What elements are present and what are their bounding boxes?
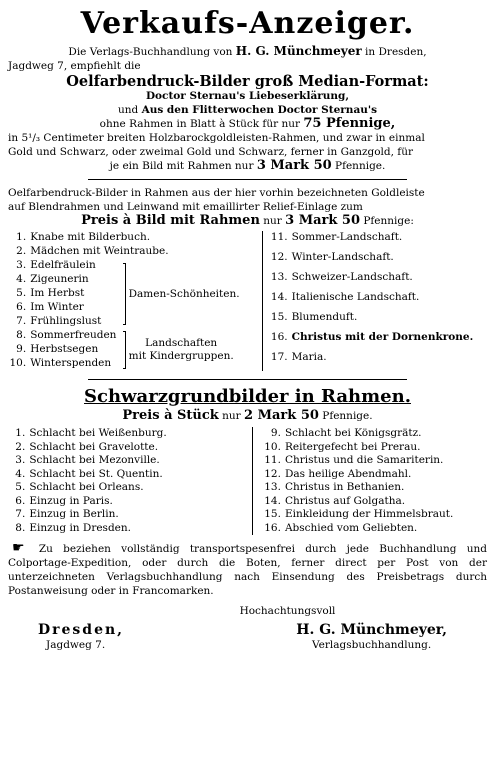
address: Jagdweg 7.: [46, 639, 106, 651]
item-number: 10.: [9, 357, 27, 369]
item-number: 5.: [15, 481, 26, 493]
section1-lists: [8, 231, 487, 371]
item-title: Herbstsegen: [30, 343, 99, 355]
item-title: Schlacht bei Weißenburg.: [29, 427, 167, 439]
item-title: Das heilige Abendmahl.: [284, 467, 412, 480]
item-title: Frühlingslust: [30, 315, 102, 327]
item-title: Schlacht bei Gravelotte.: [29, 440, 159, 453]
item-number: 1.: [15, 427, 26, 439]
frame-price-prefix: je ein Bild mit Rahmen nur: [109, 160, 254, 172]
list-item: [263, 251, 487, 271]
frame-line: in 5¹/₃ Centimeter breiten Holzbarockgoldleisten-Rahmen, und zwar in einmal: [8, 132, 425, 144]
item-number: 12.: [264, 467, 281, 480]
item-title: Italienische Landschaft.: [291, 291, 420, 303]
list-item: [253, 454, 487, 468]
item-title: Sommerfreuden: [30, 329, 117, 341]
item-number: 8.: [15, 521, 26, 534]
list-item: [8, 468, 238, 482]
list-item: [263, 351, 487, 371]
divider: [88, 379, 407, 380]
item-title: Sommer-Landschaft.: [291, 231, 403, 243]
item-number: 2.: [15, 440, 26, 453]
list-item: [263, 271, 487, 291]
signature-subtitle: Verlagsbuchhandlung.: [312, 639, 432, 651]
item-title: Christus in Bethanien.: [284, 481, 405, 493]
item-number: 12.: [270, 251, 288, 263]
item-number: 6.: [15, 494, 26, 507]
item-number: 7.: [16, 315, 27, 327]
frame-price-line: [8, 159, 487, 173]
intro-line-1: [8, 44, 487, 59]
item-number: 16.: [264, 521, 281, 534]
item-title: Schlacht bei Mezonville.: [29, 454, 160, 466]
price-prefix: ohne Rahmen in Blatt à Stück für nur: [99, 118, 300, 130]
item-title: Maria.: [291, 351, 327, 363]
group-landschaften: [123, 329, 248, 371]
signature-block: [8, 622, 487, 652]
item-number: 9.: [270, 427, 281, 439]
list-item: [263, 231, 487, 251]
frame-price-suffix: Pfennige.: [335, 160, 386, 172]
list-item: [253, 481, 487, 495]
brace-icon: [123, 263, 126, 325]
section1-right-list: [262, 231, 487, 371]
list-item: [253, 508, 487, 522]
item-number: 3.: [16, 259, 27, 271]
list-item: [8, 259, 248, 273]
section2-price-mid: nur: [222, 410, 241, 422]
section2-lists: [8, 427, 487, 535]
section1-price-mid: nur: [263, 215, 282, 227]
group-label: Damen-Schönheiten.: [128, 288, 240, 300]
item-title: Reitergefecht bei Prerau.: [284, 440, 421, 453]
city: Dresden,: [38, 622, 125, 638]
section2-right-list: [252, 427, 487, 535]
item-number: 13.: [264, 481, 281, 493]
section1-left-list: [8, 231, 248, 371]
item-title: Zigeunerin: [30, 273, 89, 285]
group-label-line-1: Landschaften: [145, 336, 218, 349]
item-title: Blumenduft.: [291, 311, 358, 323]
group-damen: [123, 259, 248, 329]
item-number: 2.: [16, 245, 27, 257]
item-number: 14.: [270, 291, 288, 303]
group-label-line-2: mit Kindergruppen.: [128, 350, 234, 362]
item-number: 4.: [15, 467, 26, 480]
item-number: 16.: [270, 331, 288, 343]
item-number: 9.: [16, 343, 27, 355]
list-item: [253, 427, 487, 441]
price-value: 75 Pfennige,: [303, 116, 396, 131]
item-title: Winterspenden: [30, 357, 112, 369]
section1-price-value: 3 Mark 50: [285, 213, 360, 228]
list-item: [253, 495, 487, 509]
item-number: 15.: [270, 311, 288, 323]
brace-icon: [123, 331, 126, 369]
list-item: [263, 291, 487, 311]
section2-heading: Schwarzgrundbilder in Rahmen.: [84, 386, 411, 407]
list-item: [263, 331, 487, 351]
list-item: [8, 508, 238, 522]
item-number: 17.: [270, 351, 288, 363]
item-number: 3.: [15, 454, 26, 466]
item-number: 14.: [264, 494, 281, 507]
section1-text-2: auf Blendrahmen und Leinwand mit emaillirter Relief-Einlage zum: [8, 201, 363, 213]
section2-price-suffix: Pfennige.: [322, 410, 373, 422]
list-item: [8, 441, 238, 455]
item-title: Einzug in Berlin.: [29, 508, 119, 520]
list-item: [8, 329, 248, 343]
and-word: und: [117, 104, 139, 116]
item-number: 1.: [16, 231, 27, 243]
list-item: [8, 454, 238, 468]
list-item: [253, 468, 487, 482]
pointing-hand-icon: ☛: [12, 540, 25, 556]
item-title: Im Herbst: [30, 287, 85, 299]
section1-price-line: [8, 214, 487, 228]
item-title: Einkleidung der Himmelsbraut.: [284, 508, 454, 520]
item-title: Einzug in Dresden.: [29, 521, 131, 534]
intro-line-2: Jagdweg 7, empfiehlt die: [8, 60, 141, 72]
section2-price-prefix: Preis à Stück: [122, 408, 219, 423]
group-label: [129, 337, 234, 364]
list-item: [263, 311, 487, 331]
section1-price-suffix: Pfennige:: [363, 215, 414, 227]
item-title: Schlacht bei Orleans.: [29, 481, 144, 493]
page-title: Verkaufs-Anzeiger.: [80, 6, 415, 41]
section2-price-line: [8, 409, 487, 423]
price-line: [8, 117, 487, 131]
item-number: 5.: [16, 287, 27, 299]
item-number: 11.: [264, 454, 281, 466]
item-title: Knabe mit Bilderbuch.: [30, 231, 151, 243]
item-title: Mädchen mit Weintraube.: [30, 245, 169, 257]
item-number: 4.: [16, 273, 27, 285]
list-item: [8, 245, 248, 259]
publisher-name: H. G. Münchmeyer: [235, 44, 362, 58]
intro-text: Die Verlags-Buchhandlung von: [68, 46, 233, 58]
signature-name: H. G. Münchmeyer,: [296, 622, 447, 638]
item-number: 13.: [270, 271, 288, 283]
list-item: [8, 427, 238, 441]
address-block: [8, 622, 124, 652]
closing: Hochachtungsvoll: [239, 605, 336, 617]
picture-title-2: Aus den Flitterwochen Doctor Sternau's: [141, 104, 378, 116]
signature: [296, 622, 487, 652]
list-item: [8, 522, 238, 536]
footer-text: [8, 541, 487, 598]
item-number: 10.: [264, 440, 281, 453]
item-title: Christus und die Samariterin.: [284, 454, 444, 466]
intro-city: in Dresden,: [365, 46, 427, 58]
picture-title-2-line: [8, 103, 487, 117]
item-title: Christus mit der Dornenkrone.: [291, 331, 474, 343]
section2-left-list: [8, 427, 238, 535]
list-item: [253, 441, 487, 455]
list-item: [8, 231, 248, 245]
item-title: Edelfräulein: [30, 259, 96, 271]
section2-price-value: 2 Mark 50: [244, 408, 319, 423]
item-number: 6.: [16, 301, 27, 313]
frame-price-value: 3 Mark 50: [256, 158, 332, 173]
item-title: Schweizer-Landschaft.: [291, 271, 413, 283]
headline: Oelfarbendruck-Bilder groß Median-Format:: [66, 73, 429, 90]
item-title: Abschied vom Geliebten.: [284, 521, 418, 534]
gold-line: Gold und Schwarz, oder zweimal Gold und Schwarz, ferner in Ganzgold, für: [8, 146, 413, 158]
item-title: Einzug in Paris.: [29, 494, 113, 507]
list-item: [253, 522, 487, 536]
item-number: 11.: [270, 231, 288, 243]
item-number: 8.: [16, 329, 27, 341]
item-title: Im Winter: [30, 301, 84, 313]
divider: [88, 179, 407, 180]
picture-title-1: Doctor Sternau's Liebeserklärung,: [145, 90, 350, 102]
section1-text-1: Oelfarbendruck-Bilder in Rahmen aus der hier vorhin bezeichneten Goldleiste: [8, 187, 425, 199]
item-title: Christus auf Golgatha.: [284, 494, 406, 507]
item-title: Winter-Landschaft.: [291, 251, 394, 263]
item-title: Schlacht bei Königsgrätz.: [284, 427, 422, 439]
item-number: 15.: [264, 508, 281, 520]
section1-price-prefix: Preis à Bild mit Rahmen: [81, 213, 260, 228]
list-item: [8, 495, 238, 509]
list-item: [8, 481, 238, 495]
footer-body: Zu beziehen vollständig transportspesenfrei durch jede Buchhandlung und Colportage-Expedition, oder durch die Boten, ferner direct per Post von der unterzeichneten Verlagsbuchhandlung nach Einsendung des Preisbetrags durch Postanweisung oder in Francomarken.: [8, 543, 487, 597]
item-title: Schlacht bei St. Quentin.: [29, 467, 163, 480]
item-number: 7.: [15, 508, 26, 520]
